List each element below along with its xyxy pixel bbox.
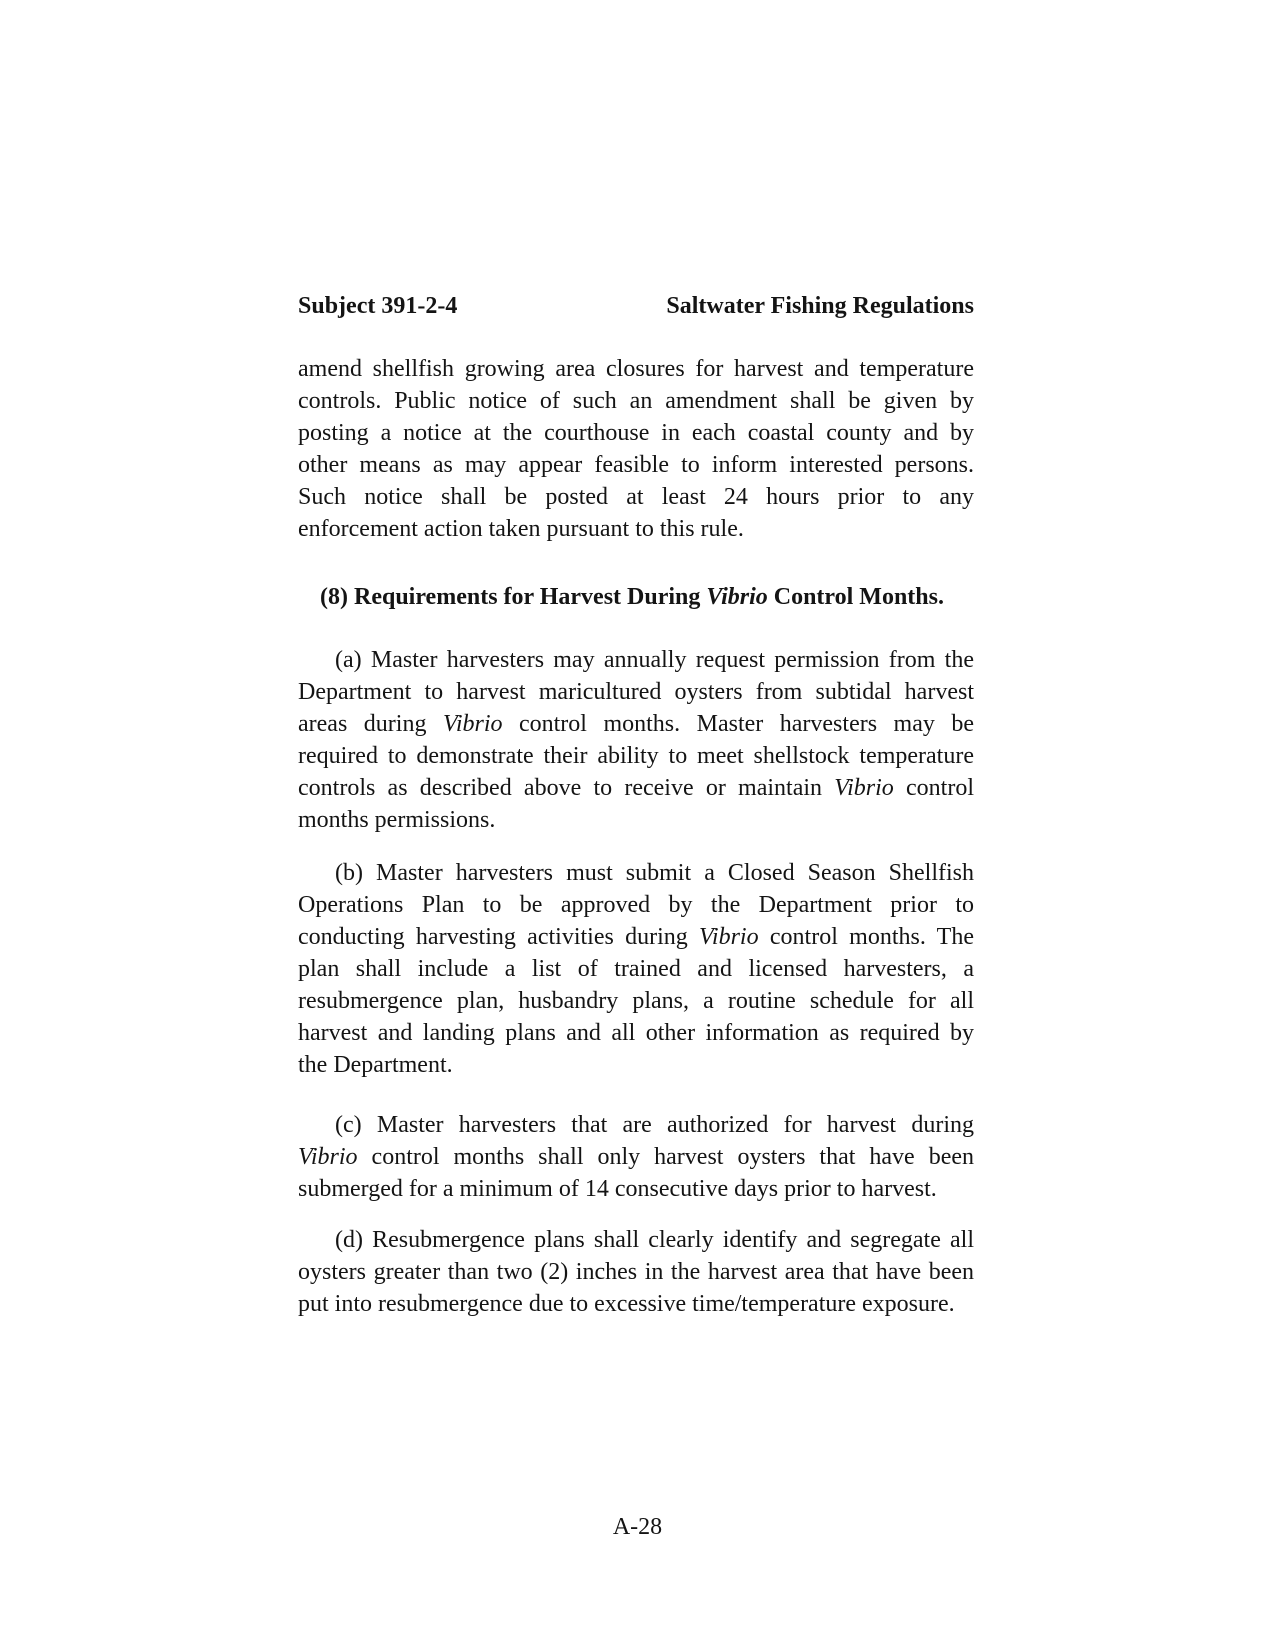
text-line: [298, 353, 974, 385]
text-segment: harvest and landing plans and all other information as required by: [298, 1020, 974, 1046]
paragraph-c: [298, 1109, 974, 1205]
text-line: [298, 676, 974, 708]
text-line: [298, 857, 974, 889]
text-segment: conducting harvesting activities during: [298, 924, 700, 950]
text-segment: controls. Public notice of such an amendment shall be given by: [298, 388, 974, 414]
text-line: [298, 1173, 974, 1205]
text-segment: areas during: [298, 711, 443, 737]
text-segment: (b) Master harvesters must submit a Closed Season Shellfish: [335, 860, 974, 886]
text-line: [298, 740, 974, 772]
text-line: [298, 921, 974, 953]
text-segment: (c) Master harvesters that are authorized for harvest during: [335, 1112, 974, 1138]
paragraph-b: [298, 857, 974, 1081]
italic-text: Vibrio: [442, 711, 503, 737]
text-line: [298, 772, 974, 804]
text-line: [298, 449, 974, 481]
text-segment: resubmergence plan, husbandry plans, a routine schedule for all: [298, 988, 974, 1014]
text-segment: (d) Resubmergence plans shall clearly identify and segregate all: [335, 1227, 974, 1253]
text-line: [298, 708, 974, 740]
text-line: [298, 1049, 974, 1081]
page-footer: [0, 1511, 1275, 1543]
header-subject: Subject 391-2-4: [298, 293, 458, 319]
heading-section-8: [298, 581, 974, 613]
text-segment: submerged for a minimum of 14 consecutive days prior to harvest.: [298, 1176, 937, 1202]
header-title: Saltwater Fishing Regulations: [666, 293, 974, 319]
paragraph-continuation: [298, 353, 974, 545]
text-segment: months permissions.: [298, 807, 496, 833]
text-line: [298, 953, 974, 985]
text-segment: amend shellfish growing area closures for harvest and temperature: [298, 356, 974, 382]
italic-text: Vibrio: [298, 1144, 358, 1170]
text-segment: control months. The: [758, 924, 974, 950]
text-segment: other means as may appear feasible to inform interested persons.: [298, 452, 974, 478]
text-segment: posting a notice at the courthouse in each coastal county and by: [298, 420, 974, 446]
text-line: [298, 385, 974, 417]
text-segment: Such notice shall be posted at least 24 hours prior to any: [298, 484, 974, 510]
text-line: [298, 1256, 974, 1288]
text-line: [298, 417, 974, 449]
text-segment: plan shall include a list of trained and licensed harvesters, a: [298, 956, 974, 982]
text-line: [298, 804, 974, 836]
text-segment: Operations Plan to be approved by the Department prior to: [298, 892, 974, 918]
text-segment: enforcement action taken pursuant to this rule.: [298, 516, 744, 542]
italic-text: Vibrio: [706, 584, 768, 610]
text-line: [298, 1109, 974, 1141]
paragraph-d: [298, 1224, 974, 1320]
document-body: [298, 353, 974, 1320]
text-segment: put into resubmergence due to excessive time/temperature exposure.: [298, 1291, 955, 1317]
text-line: [298, 985, 974, 1017]
text-line: [298, 644, 974, 676]
text-segment: oysters greater than two (2) inches in the harvest area that have been: [298, 1259, 974, 1285]
text-segment: required to demonstrate their ability to meet shellstock temperature: [298, 743, 974, 769]
text-segment: control: [893, 775, 974, 801]
text-line: [298, 889, 974, 921]
page-number: A-28: [612, 1514, 663, 1540]
text-segment: control months. Master harvesters may be: [502, 711, 975, 737]
text-line: [298, 581, 974, 613]
text-line: [298, 1141, 974, 1173]
paragraph-a: [298, 644, 974, 836]
text-segment: (8) Requirements for Harvest During: [320, 584, 707, 610]
text-line: [298, 513, 974, 545]
text-segment: control months shall only harvest oysters that have been: [357, 1144, 974, 1170]
text-segment: the Department.: [298, 1052, 453, 1078]
text-line: [298, 1017, 974, 1049]
text-segment: (a) Master harvesters may annually request permission from the: [335, 647, 974, 673]
italic-text: Vibrio: [699, 924, 759, 950]
text-segment: Department to harvest maricultured oysters from subtidal harvest: [298, 679, 974, 705]
page-header: [298, 290, 974, 322]
text-line: [298, 1288, 974, 1320]
text-segment: controls as described above to receive or maintain: [298, 775, 835, 801]
italic-text: Vibrio: [834, 775, 894, 801]
text-segment: Control Months.: [767, 584, 944, 610]
text-line: [298, 481, 974, 513]
text-line: [298, 1224, 974, 1256]
